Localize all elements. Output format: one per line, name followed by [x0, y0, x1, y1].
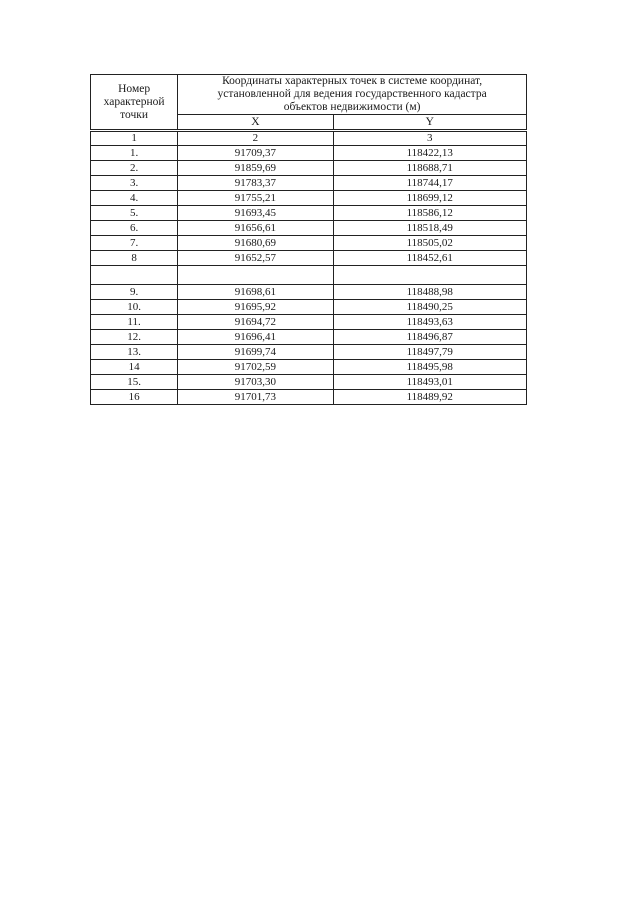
point-number-cell: 12.: [91, 330, 178, 345]
point-number-cell: 7.: [91, 236, 178, 251]
point-number-header-line: точки: [120, 108, 149, 121]
point-number-cell: 8: [91, 251, 178, 266]
y-coordinate-cell: 118495,98: [333, 360, 526, 375]
column-index-cell: 3: [333, 131, 526, 146]
y-coordinate-cell: 118518,49: [333, 221, 526, 236]
y-coordinate-cell: 118505,02: [333, 236, 526, 251]
y-coordinate-cell: 118422,13: [333, 146, 526, 161]
point-number-cell: 16: [91, 390, 178, 405]
table-row: [91, 285, 527, 300]
point-number-cell: 14: [91, 360, 178, 375]
table-row: [91, 206, 527, 221]
y-column-header: Y: [333, 115, 526, 131]
blank-cell: [178, 266, 333, 285]
y-coordinate-cell: 118488,98: [333, 285, 526, 300]
table-row: [91, 345, 527, 360]
blank-separator-row: [91, 266, 527, 285]
y-coordinate-cell: 118496,87: [333, 330, 526, 345]
y-coordinate-cell: 118497,79: [333, 345, 526, 360]
column-index-cell: 2: [178, 131, 333, 146]
table-row: [91, 191, 527, 206]
point-number-cell: 6.: [91, 221, 178, 236]
x-coordinate-cell: 91693,45: [178, 206, 333, 221]
point-number-header: [91, 75, 178, 131]
y-coordinate-cell: 118493,01: [333, 375, 526, 390]
x-coordinate-cell: 91698,61: [178, 285, 333, 300]
x-coordinate-cell: 91696,41: [178, 330, 333, 345]
point-number-cell: 3.: [91, 176, 178, 191]
point-number-header-line: характерной: [103, 95, 165, 108]
y-coordinate-cell: 118744,17: [333, 176, 526, 191]
coordinates-header-line: установленной для ведения государственного кадастра: [217, 88, 487, 100]
x-coordinate-cell: 91709,37: [178, 146, 333, 161]
point-number-header-line: Номер: [118, 82, 151, 95]
point-number-cell: 4.: [91, 191, 178, 206]
x-coordinate-cell: 91695,92: [178, 300, 333, 315]
point-number-cell: 13.: [91, 345, 178, 360]
x-coordinate-cell: 91694,72: [178, 315, 333, 330]
point-number-cell: 2.: [91, 161, 178, 176]
table-row: [91, 300, 527, 315]
coordinates-header-line: объектов недвижимости (м): [283, 101, 421, 113]
blank-cell: [91, 266, 178, 285]
table-row: [91, 221, 527, 236]
x-coordinate-cell: 91652,57: [178, 251, 333, 266]
y-coordinate-cell: 118493,63: [333, 315, 526, 330]
table-row: [91, 146, 527, 161]
x-coordinate-cell: 91859,69: [178, 161, 333, 176]
y-coordinate-cell: 118490,25: [333, 300, 526, 315]
y-coordinate-cell: 118586,12: [333, 206, 526, 221]
y-coordinate-cell: 118688,71: [333, 161, 526, 176]
table-row: [91, 315, 527, 330]
x-coordinate-cell: 91699,74: [178, 345, 333, 360]
y-coordinate-cell: 118489,92: [333, 390, 526, 405]
x-coordinate-cell: 91783,37: [178, 176, 333, 191]
point-number-cell: 9.: [91, 285, 178, 300]
coordinates-header-line: Координаты характерных точек в системе координат,: [222, 75, 483, 87]
x-coordinate-cell: 91702,59: [178, 360, 333, 375]
table-row: [91, 390, 527, 405]
column-index-cell: 1: [91, 131, 178, 146]
x-coordinate-cell: 91680,69: [178, 236, 333, 251]
x-coordinate-cell: 91701,73: [178, 390, 333, 405]
x-coordinate-cell: 91703,30: [178, 375, 333, 390]
column-index-row: [91, 131, 527, 146]
table-row: [91, 176, 527, 191]
point-number-cell: 11.: [91, 315, 178, 330]
x-column-header: X: [178, 115, 333, 131]
y-coordinate-cell: 118452,61: [333, 251, 526, 266]
y-coordinate-cell: 118699,12: [333, 191, 526, 206]
table-row: [91, 360, 527, 375]
table-row: [91, 236, 527, 251]
point-number-cell: 1.: [91, 146, 178, 161]
point-number-cell: 10.: [91, 300, 178, 315]
table-row: [91, 251, 527, 266]
point-number-cell: 5.: [91, 206, 178, 221]
blank-cell: [333, 266, 526, 285]
point-number-cell: 15.: [91, 375, 178, 390]
x-coordinate-cell: 91755,21: [178, 191, 333, 206]
table-row: [91, 330, 527, 345]
coordinates-table: [90, 74, 527, 405]
table-row: [91, 375, 527, 390]
coordinates-header: [178, 75, 527, 115]
x-coordinate-cell: 91656,61: [178, 221, 333, 236]
table-row: [91, 161, 527, 176]
